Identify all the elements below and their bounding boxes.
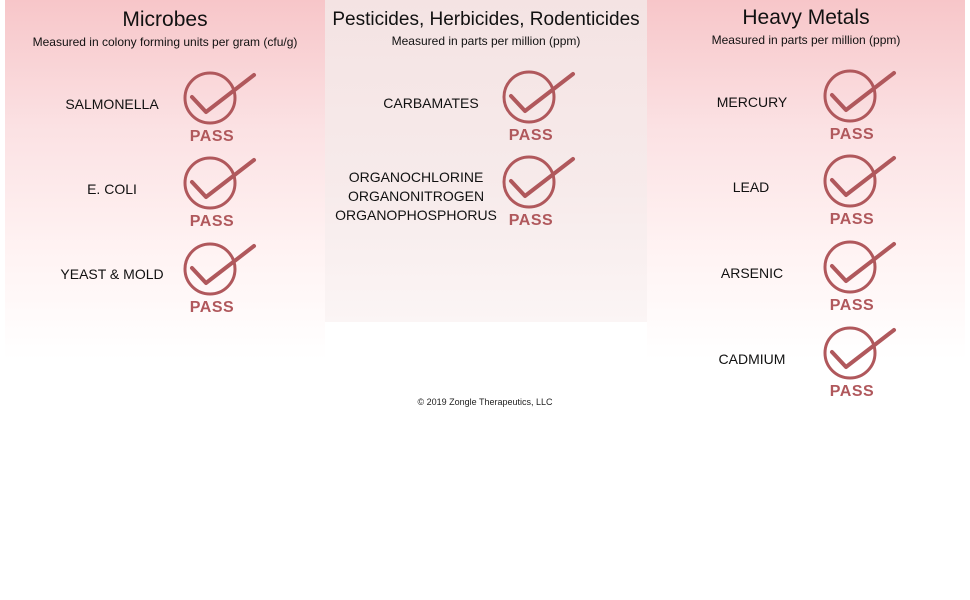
section-title: Pesticides, Herbicides, Rodenticides [332, 9, 640, 30]
test-name: E. COLI [87, 181, 137, 197]
pass-badge [501, 69, 575, 149]
pass-label: PASS [829, 297, 875, 314]
pass-label: PASS [189, 213, 235, 230]
test-name-group [316, 168, 516, 225]
circle-check-icon [182, 155, 256, 213]
pass-badge [822, 325, 896, 405]
pass-label: PASS [829, 211, 875, 228]
pass-label: PASS [829, 126, 875, 143]
pass-badge [822, 153, 896, 233]
test-name: MERCURY [716, 94, 788, 110]
pass-label: PASS [189, 128, 235, 145]
pass-badge [822, 68, 896, 148]
pass-badge [501, 154, 575, 234]
circle-check-icon [182, 70, 256, 128]
section-subtitle: Measured in parts per million (ppm) [711, 33, 901, 47]
section-subtitle: Measured in colony forming units per gram (cfu/g) [32, 35, 298, 49]
pass-label: PASS [508, 212, 554, 229]
pass-badge [182, 241, 256, 321]
test-name: LEAD [732, 179, 770, 195]
pass-badge [822, 239, 896, 319]
section-title: Microbes [122, 8, 208, 31]
test-name: SALMONELLA [65, 96, 159, 112]
circle-check-icon [822, 68, 896, 126]
test-name: ARSENIC [720, 265, 784, 281]
section-title: Heavy Metals [742, 6, 870, 29]
test-name: CADMIUM [718, 351, 786, 367]
pass-label: PASS [829, 383, 875, 400]
circle-check-icon [501, 154, 575, 212]
test-name: CARBAMATES [383, 95, 479, 111]
test-name-line: ORGANOPHOSPHORUS [335, 207, 497, 223]
pass-label: PASS [189, 299, 235, 316]
circle-check-icon [822, 153, 896, 211]
pesticides-panel [325, 0, 647, 322]
circle-check-icon [182, 241, 256, 299]
circle-check-icon [822, 239, 896, 297]
pass-badge [182, 155, 256, 235]
circle-check-icon [501, 69, 575, 127]
circle-check-icon [822, 325, 896, 383]
test-name: YEAST & MOLD [60, 266, 164, 282]
section-subtitle: Measured in parts per million (ppm) [391, 34, 581, 48]
pass-badge [182, 70, 256, 150]
pass-label: PASS [508, 127, 554, 144]
test-name-line: ORGANOCHLORINE [348, 169, 484, 185]
test-name-line: ORGANONITROGEN [347, 188, 485, 204]
copyright-footer: © 2019 Zongle Therapeutics, LLC [417, 397, 553, 407]
